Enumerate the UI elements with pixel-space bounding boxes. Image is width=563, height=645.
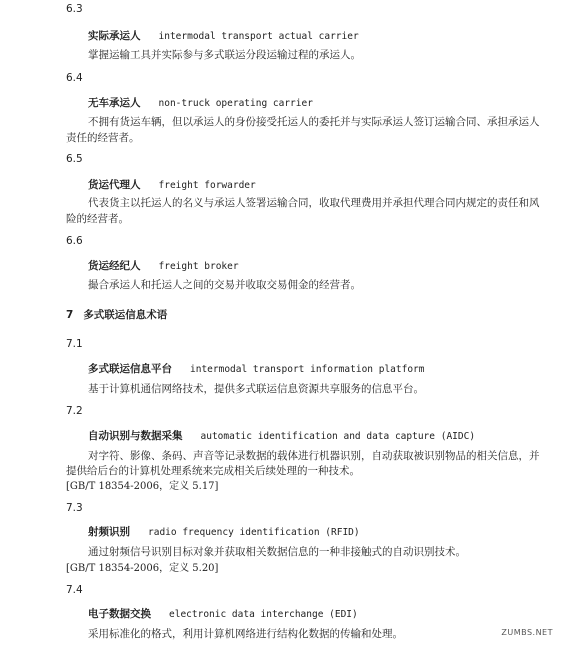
reference-note: [GB/T 18354-2006，定义 5.17] — [66, 481, 219, 492]
section-number: 7 — [66, 309, 74, 321]
watermark-text: ZUMBS.NET — [501, 628, 553, 637]
clause-number: 6.6 — [66, 235, 83, 247]
term-definition-continued: 责任的经营者。 — [66, 132, 140, 144]
term-definition-continued: 险的经营者。 — [66, 213, 129, 225]
term-row — [88, 523, 360, 539]
term-chinese: 电子数据交换 — [88, 608, 151, 620]
term-english: radio frequency identification (RFID) — [148, 527, 360, 538]
section-title: 多式联运信息术语 — [83, 309, 168, 321]
term-definition: 对字符、影像、条码、声音等记录数据的载体进行机器识别，自动获取被识别物品的相关信息，并 — [88, 450, 540, 462]
term-chinese: 无车承运人 — [88, 97, 141, 109]
term-english: intermodal transport actual carrier — [158, 31, 359, 42]
term-row — [88, 427, 475, 443]
clause-number: 7.3 — [66, 502, 83, 514]
clause-number: 7.1 — [66, 338, 83, 350]
clause-number: 6.3 — [66, 3, 83, 15]
term-chinese: 货运代理人 — [88, 179, 141, 191]
term-row — [88, 605, 358, 621]
term-definition: 采用标准化的格式，利用计算机网络进行结构化数据的传输和处理。 — [88, 628, 403, 640]
term-chinese: 自动识别与数据采集 — [88, 430, 183, 442]
term-chinese: 实际承运人 — [88, 30, 141, 42]
term-definition: 通过射频信号识别目标对象并获取相关数据信息的一种非接触式的自动识别技术。 — [88, 546, 466, 558]
term-chinese: 射频识别 — [88, 526, 130, 538]
term-english: automatic identification and data capture (AIDC) — [200, 431, 476, 442]
term-definition: 基于计算机通信网络技术，提供多式联运信息资源共享服务的信息平台。 — [88, 383, 424, 395]
term-row — [88, 176, 256, 192]
term-english: freight broker — [158, 261, 239, 272]
term-row — [88, 94, 313, 110]
term-row — [88, 257, 239, 273]
term-chinese: 货运经纪人 — [88, 260, 141, 272]
section-heading — [66, 309, 167, 322]
term-definition: 不拥有货运车辆，但以承运人的身份接受托运人的委托并与实际承运人签订运输合同、承担承运人 — [88, 116, 540, 128]
clause-number: 6.4 — [66, 72, 83, 84]
clause-number: 7.4 — [66, 584, 83, 596]
term-english: electronic data interchange (EDI) — [169, 609, 358, 620]
reference-note: [GB/T 18354-2006，定义 5.20] — [66, 563, 219, 574]
clause-number: 6.5 — [66, 153, 83, 165]
term-english: non-truck operating carrier — [158, 98, 313, 109]
term-definition: 撮合承运人和托运人之间的交易并收取交易佣金的经营者。 — [88, 279, 361, 291]
clause-number: 7.2 — [66, 405, 83, 417]
term-row — [88, 27, 359, 43]
term-definition: 掌握运输工具并实际参与多式联运分段运输过程的承运人。 — [88, 49, 361, 61]
term-definition-continued: 提供给后台的计算机处理系统来完成相关后续处理的一种技术。 — [66, 465, 360, 477]
term-definition: 代表货主以托运人的名义与承运人签署运输合同，收取代理费用并承担代理合同内规定的责任和风 — [88, 197, 540, 209]
term-english: freight forwarder — [158, 180, 256, 191]
term-chinese: 多式联运信息平台 — [88, 363, 172, 375]
term-row — [88, 360, 425, 376]
term-english: intermodal transport information platform — [190, 364, 425, 375]
